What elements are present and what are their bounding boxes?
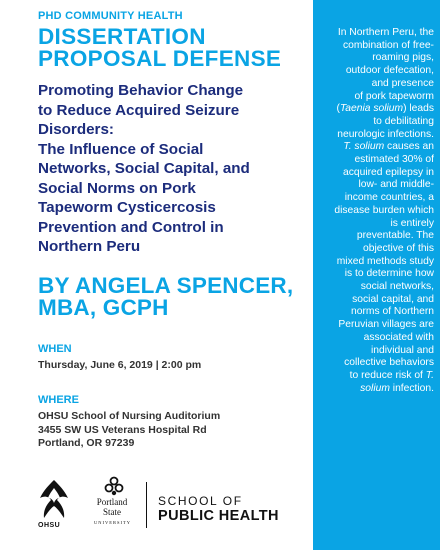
date-time-value: Thursday, June 6, 2019 | 2:00 pm	[38, 358, 202, 371]
dissertation-title	[38, 81, 306, 257]
logo-bar	[34, 476, 314, 536]
abstract-line: social networks,	[360, 281, 434, 293]
abstract-line: low- and middle-	[358, 179, 434, 191]
ohsu-label: OHSU	[38, 522, 61, 529]
where-label: WHERE	[38, 394, 79, 406]
abstract-line: is to determine how	[344, 268, 434, 280]
psu-line: State	[103, 506, 121, 517]
abstract-line: preventable. The	[356, 230, 434, 242]
title-line: Prevention and Control in	[38, 218, 224, 236]
abstract-line: associated with	[363, 331, 434, 343]
headline-line: PROPOSAL DEFENSE	[38, 46, 282, 71]
abstract-line: social capital, and	[352, 293, 434, 305]
abstract-line: Peruvian villages are	[338, 319, 434, 331]
sph-line-1: SCHOOL OF	[158, 494, 243, 508]
sph-line-2: PUBLIC HEALTH	[158, 508, 279, 524]
logo-divider	[146, 482, 147, 528]
abstract-line: individual and	[371, 344, 434, 356]
abstract-line: norms of Northern	[351, 306, 434, 318]
portland-state-logo-icon	[104, 476, 124, 496]
title-line: Tapeworm Cysticercosis	[38, 199, 216, 216]
abstract-line: In Northern Peru, the	[337, 27, 434, 38]
abstract-line: mixed methods study	[336, 255, 434, 267]
abstract-line: acquired epilepsy in	[342, 166, 434, 178]
abstract-line: of pork tapeworm	[354, 90, 434, 102]
abstract-line: roaming pigs,	[372, 52, 434, 64]
event-location	[38, 410, 306, 451]
event-headline	[38, 26, 306, 70]
location-line: OHSU School of Nursing Auditorium	[38, 410, 221, 422]
program-label: PHD COMMUNITY HEALTH	[38, 10, 183, 22]
title-line: Disorders:	[38, 121, 114, 138]
school-of-public-health-wordmark	[158, 494, 279, 524]
event-date-time	[38, 359, 306, 373]
psu-university: UNIVERSITY	[94, 520, 131, 525]
abstract-line: is entirely	[390, 217, 434, 229]
title-line: Northern Peru	[38, 238, 141, 255]
speaker-line: MBA, GCPH	[38, 294, 169, 320]
speaker-name	[38, 272, 306, 320]
when-label: WHEN	[38, 342, 72, 355]
title-line: Networks, Social Capital, and	[38, 160, 250, 177]
title-line: Social Norms on Pork	[38, 179, 196, 197]
abstract-line: solium infection.	[360, 382, 434, 394]
abstract-line: collective behaviors	[344, 357, 434, 369]
title-line: to Reduce Acquired Seizure	[38, 101, 240, 119]
abstract-line: to reduce risk of T.	[349, 369, 434, 381]
abstract-panel	[313, 0, 440, 550]
abstract-line: to debilitating	[373, 115, 434, 127]
abstract-line: disease burden which	[334, 204, 434, 216]
portland-state-wordmark	[94, 498, 130, 528]
abstract-line: combination of free-	[342, 39, 434, 51]
abstract-line: outdoor defecation,	[345, 65, 434, 77]
title-line: Promoting Behavior Change	[38, 82, 244, 99]
location-line: 3455 SW US Veterans Hospital Rd	[38, 423, 207, 436]
headline-line: DISSERTATION	[38, 24, 206, 49]
abstract-line: estimated 30% of	[354, 154, 434, 166]
abstract-line: (Taenia solium) leads	[336, 103, 434, 115]
ohsu-logo-icon	[34, 476, 74, 526]
abstract-text	[316, 27, 434, 395]
title-line: The Influence of Social	[38, 140, 204, 158]
abstract-line: objective of this	[363, 242, 434, 254]
abstract-line: neurologic infections.	[337, 128, 434, 140]
abstract-line: T. solium causes an	[343, 141, 434, 153]
speaker-line: BY ANGELA SPENCER,	[38, 272, 294, 298]
main-content	[38, 10, 306, 451]
psu-line: Portland	[96, 497, 128, 507]
abstract-line: and presence	[371, 77, 434, 89]
abstract-line: income countries, a	[344, 192, 434, 204]
location-line: Portland, OR 97239	[38, 437, 135, 449]
